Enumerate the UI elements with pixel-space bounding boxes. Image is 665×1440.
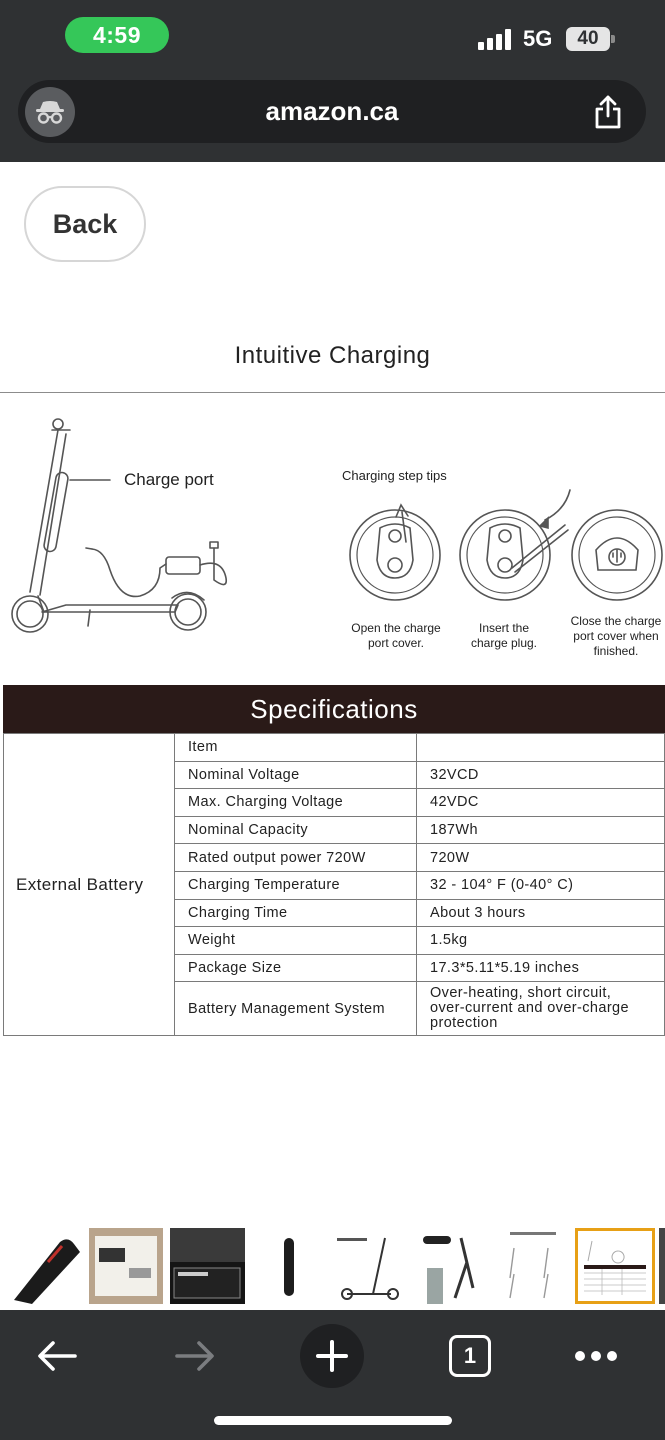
thumbnail-battery-side[interactable] <box>252 1228 326 1304</box>
address-bar[interactable] <box>18 80 646 143</box>
battery-nub <box>611 35 615 43</box>
signal-icon <box>478 28 514 50</box>
step-caption-insert: Insert the charge plug. <box>470 621 538 650</box>
specifications-header: Specifications <box>3 685 665 733</box>
network-type: 5G <box>523 26 553 51</box>
spec-key: Charging Temperature <box>175 871 417 899</box>
thumbnail-battery-pack[interactable] <box>8 1228 84 1304</box>
spec-key: Max. Charging Voltage <box>175 789 417 817</box>
more-icon[interactable] <box>572 1324 620 1388</box>
spec-value: 32VCD <box>417 761 665 789</box>
specifications-table <box>3 733 665 1036</box>
spec-value: 1.5kg <box>417 927 665 955</box>
thumbnail-effortless-installation[interactable] <box>496 1228 570 1304</box>
spec-key: Item <box>175 734 417 762</box>
spec-key: Nominal Capacity <box>175 816 417 844</box>
thumbnail-upgrade-battery[interactable] <box>333 1228 407 1304</box>
divider <box>0 392 665 393</box>
step-caption-close: Close the charge port cover when finished. <box>570 614 662 658</box>
back-arrow-icon[interactable] <box>28 1324 86 1388</box>
spec-key: Nominal Voltage <box>175 761 417 789</box>
status-time: 4:59 <box>65 17 169 53</box>
spec-value: 42VDC <box>417 789 665 817</box>
tabs-icon[interactable] <box>446 1324 494 1388</box>
spec-key: Weight <box>175 927 417 955</box>
thumbnail-partial[interactable] <box>659 1228 665 1304</box>
spec-key: Rated output power 720W <box>175 844 417 872</box>
share-icon[interactable] <box>592 94 624 130</box>
spec-value: 17.3*5.11*5.19 inches <box>417 954 665 982</box>
battery-icon: 40 <box>566 27 610 51</box>
thumbnail-battery-label[interactable] <box>170 1228 245 1304</box>
back-button[interactable]: Back <box>24 186 146 262</box>
group-label: External Battery <box>4 734 175 1036</box>
incognito-icon[interactable] <box>25 87 75 137</box>
charge-port-label: Charge port <box>124 470 214 489</box>
tab-count[interactable]: 1 <box>449 1335 491 1377</box>
spec-value: Over-heating, short circuit, over-current and over-charge protection <box>417 982 665 1036</box>
spec-value: 187Wh <box>417 816 665 844</box>
table-row <box>4 734 665 762</box>
thumbnail-label-closeup[interactable] <box>89 1228 163 1304</box>
thumbnail-battery-mounting[interactable] <box>415 1228 489 1304</box>
spec-key: Charging Time <box>175 899 417 927</box>
spec-value: 32 - 104° F (0-40° C) <box>417 871 665 899</box>
charging-steps-title: Charging step tips <box>342 468 447 483</box>
url-text[interactable]: amazon.ca <box>265 96 399 126</box>
new-tab-plus-icon[interactable] <box>300 1324 364 1388</box>
spec-value <box>417 734 665 762</box>
spec-value: 720W <box>417 844 665 872</box>
step-caption-open: Open the charge port cover. <box>351 621 441 650</box>
spec-key: Battery Management System <box>175 982 417 1036</box>
section-title: Intuitive Charging <box>234 342 431 369</box>
home-indicator <box>214 1416 452 1425</box>
spec-value: About 3 hours <box>417 899 665 927</box>
spec-key: Package Size <box>175 954 417 982</box>
thumbnail-specifications[interactable] <box>575 1228 655 1304</box>
image-thumbnail-strip[interactable] <box>0 1222 665 1310</box>
browser-top-chrome <box>0 0 665 162</box>
forward-arrow-icon[interactable] <box>166 1324 224 1388</box>
